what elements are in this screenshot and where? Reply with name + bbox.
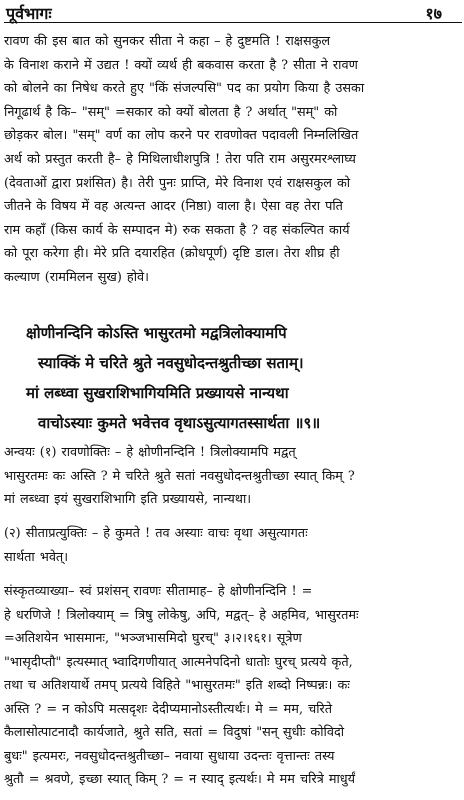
anvaya-section [4,441,460,512]
header-rule [4,22,462,23]
text-line: =अतिशयेन भासमानः, "भञ्जभासमिदो घुरच्" ३।२।१६१। सूत्रेण [4,631,302,646]
verse-line: मां लब्ध्वा सुखराशिभागियमिति प्रख्यायसे नान्यथा [26,384,289,402]
running-head: पूर्वभागः [6,4,52,23]
text-line: संस्कृतव्याख्या– स्वं प्रशंसन् रावणः सीतामाह– हे क्षोणीनन्दिनि ! = [4,584,313,599]
text-line: "भासृदीप्तौ" इत्यस्मात् भ्वादिगणीयात् आत्मनेपदिनो धातोः घुरच् प्रत्यये कृते, [4,654,353,670]
text-line: अर्थ को प्रस्तुत करती है– हे मिथिलाधीशपुत्रि ! तेरा पति राम असुरमरश्लाघ्य [4,151,356,167]
text-line: को पूरा करेगा ही। मेरे प्रति दयारहित (क्रोधपूर्ण) दृष्टि डाल। तेरा शीघ्र ही [4,246,340,262]
text-line: (देवताओं द्वारा प्रशंसित) है। तेरी पुनः प्राप्ति, मेरे विनाश एवं राक्षसकुल को [4,175,351,191]
text-line: सार्थता भवेत्। [4,549,69,565]
text-line: कल्याण (राममिलन सुख) होवे। [4,269,149,285]
page-number: १७ [425,4,442,23]
text-line: बुधः" इत्यमरः, नवसुधोदन्तश्रुतीच्छा– नवाया सुधाया उदन्तः वृत्तान्तः तस्य [4,748,335,764]
sita-reply-anvaya [4,522,460,569]
text-line: हे धरणिजे ! त्रिलोक्याम् = त्रिषु लोकेषु, अपि, मद्वत्– हे अहमिव, भासुरतमः [4,607,359,623]
text-line: निगूढार्थ है कि– "सम्" =सकार को क्यों बोलता है ? अर्थात् "सम्" को [4,104,338,120]
verse-line: क्षोणीनन्दिनि कोऽस्ति भासुरतमो मद्वत्रिलोक्यामपि [26,324,287,342]
hindi-explanation-paragraph [4,30,460,290]
text-line: मां लब्ध्वा इयं सुखराशिभागि इति प्रख्यायसे, नान्यथा। [4,492,252,508]
text-line: को बोलने का निषेध करते हुए "किं संजल्पसि" पद का प्रयोग किया है उसका [4,81,365,97]
text-line: श्रुतौ = श्रवणे, इच्छा स्यात् किम् ? = न स्याद् इत्यर्थः। मे मम चरित्रे माधुर्यं [4,772,356,787]
text-line: (२) सीताप्रत्युक्तिः – हे कुमते ! तव अस्याः वाचः वृथा असुत्यागतः [4,526,308,541]
text-line: जीतने के विषय में वह अत्यन्त आदर (निष्ठा) वाला है। ऐसा वह तेरा पति [4,199,343,215]
text-line: तथा च अतिशयार्थे तमप् प्रत्यये विहिते "भासुरतमः" इति शब्दो निष्पन्नः। कः [4,678,350,693]
text-line: रावण की इस बात को सुनकर सीता ने कहा – हे दुष्टमति ! राक्षसकुल [4,34,331,49]
verse-line: स्याक्किं मे चरिते श्रुते नवसुधोदन्तश्रुतीच्छा सताम्। [38,354,304,372]
text-line: राम कहाँ (किस कार्य के सम्पादन मे) रुक सकता है ? वह संकल्पित कार्य [4,222,350,238]
page-header [0,0,464,22]
text-line: अन्वयः (१) रावणोक्तिः – हे क्षोणीनन्दिनि ! त्रिलोक्यामपि मद्वत् [4,445,296,460]
sanskrit-commentary [4,580,460,792]
text-line: छोड़कर बोल। "सम्" वर्ण का लोप करने पर रावणोक्त पदावली निम्नलिखित [4,128,359,144]
text-line: कैलासोत्पाटनादौ कार्यजाते, श्रुते सति, सतां = विदुषां "सन् सुधीः कोविदो [4,725,345,740]
text-line: अस्ति ? = न कोऽपि मत्सदृशः देदीप्यमानोऽस्तीत्यर्थः। मे = मम, चरिते [4,701,333,717]
text-line: भासुरतमः कः अस्ति ? मे चरिते श्रुते सतां नवसुधोदन्तश्रुतीच्छा स्यात् किम् ? [4,468,355,484]
text-line: के विनाश कराने में उद्यत ! क्यों व्यर्थ ही बकवास करता है ? सीता ने रावण [4,57,358,73]
sanskrit-verse [26,318,456,438]
verse-line: वाचोऽस्याः कुमते भवेत्तव वृथाऽसुत्यागतस्सार्थता ॥९॥ [38,414,321,432]
